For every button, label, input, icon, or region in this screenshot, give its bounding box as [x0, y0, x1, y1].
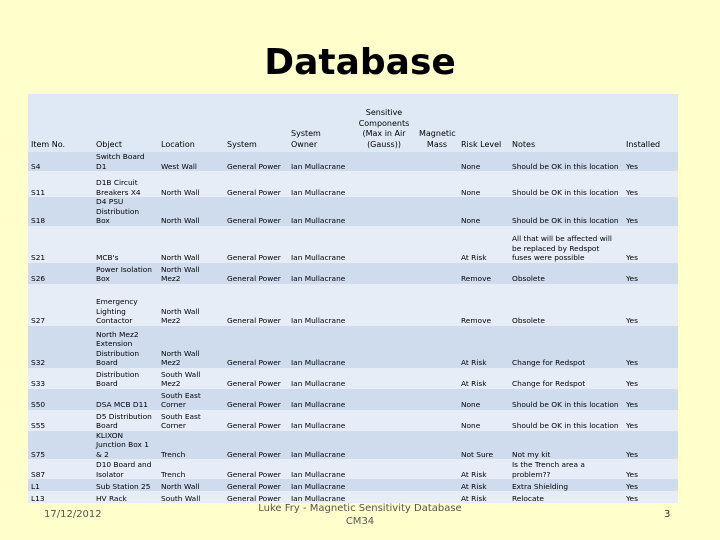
- cell-installed: Yes: [623, 171, 678, 197]
- cell-installed: Yes: [623, 368, 678, 389]
- table-row: [28, 171, 678, 197]
- cell-system: General Power: [224, 491, 288, 503]
- cell-magnetic-mass: [416, 326, 458, 368]
- cell-object: MCB's: [93, 226, 158, 263]
- cell-installed: Yes: [623, 326, 678, 368]
- cell-magnetic-mass: [416, 389, 458, 410]
- cell-object: North Mez2 Extension Distribution Board: [93, 326, 158, 368]
- cell-system: General Power: [224, 389, 288, 410]
- cell-system: General Power: [224, 197, 288, 226]
- cell-object: DSA MCB D11: [93, 389, 158, 410]
- cell-item-no: S33: [28, 368, 93, 389]
- cell-item-no: S27: [28, 284, 93, 326]
- table-row: [28, 410, 678, 431]
- cell-system-owner: Ian Mullacrane: [288, 152, 352, 171]
- cell-location: South East Corner: [158, 410, 224, 431]
- cell-system-owner: Ian Mullacrane: [288, 284, 352, 326]
- cell-system: General Power: [224, 326, 288, 368]
- cell-object: Switch Board D1: [93, 152, 158, 171]
- cell-system-owner: Ian Mullacrane: [288, 197, 352, 226]
- cell-risk-level: None: [458, 171, 509, 197]
- table-row: [28, 368, 678, 389]
- cell-risk-level: At Risk: [458, 368, 509, 389]
- cell-system: General Power: [224, 226, 288, 263]
- page-number: 3: [664, 509, 671, 520]
- cell-risk-level: Not Sure: [458, 431, 509, 460]
- cell-item-no: S21: [28, 226, 93, 263]
- cell-system: General Power: [224, 171, 288, 197]
- cell-risk-level: None: [458, 389, 509, 410]
- header-item-no: Item No.: [28, 94, 93, 152]
- cell-risk-level: None: [458, 197, 509, 226]
- cell-magnetic-mass: [416, 152, 458, 171]
- cell-system-owner: Ian Mullacrane: [288, 326, 352, 368]
- cell-system-owner: Ian Mullacrane: [288, 479, 352, 491]
- cell-item-no: S4: [28, 152, 93, 171]
- cell-system: General Power: [224, 410, 288, 431]
- cell-object: KLIXON Junction Box 1 & 2: [93, 431, 158, 460]
- cell-risk-level: At Risk: [458, 226, 509, 263]
- cell-location: Trench: [158, 431, 224, 460]
- cell-item-no: S50: [28, 389, 93, 410]
- cell-notes: Obsolete: [509, 284, 623, 326]
- cell-sensitive-components: [352, 197, 416, 226]
- footer-date: 17/12/2012: [44, 509, 102, 520]
- cell-sensitive-components: [352, 152, 416, 171]
- cell-location: North Wall: [158, 171, 224, 197]
- cell-location: South East Corner: [158, 389, 224, 410]
- table-row: [28, 263, 678, 284]
- cell-item-no: S18: [28, 197, 93, 226]
- header-installed: Installed: [623, 94, 678, 152]
- cell-magnetic-mass: [416, 284, 458, 326]
- cell-risk-level: None: [458, 410, 509, 431]
- cell-risk-level: Remove: [458, 263, 509, 284]
- cell-magnetic-mass: [416, 197, 458, 226]
- cell-system-owner: Ian Mullacrane: [288, 491, 352, 503]
- cell-risk-level: None: [458, 152, 509, 171]
- cell-sensitive-components: [352, 459, 416, 479]
- cell-sensitive-components: [352, 479, 416, 491]
- cell-location: North Wall: [158, 197, 224, 226]
- cell-item-no: S11: [28, 171, 93, 197]
- cell-installed: Yes: [623, 389, 678, 410]
- cell-magnetic-mass: [416, 171, 458, 197]
- table-row: [28, 226, 678, 263]
- cell-notes: Is the Trench area a problem??: [509, 459, 623, 479]
- cell-installed: Yes: [623, 459, 678, 479]
- cell-risk-level: At Risk: [458, 479, 509, 491]
- cell-object: Emergency Lighting Contactor: [93, 284, 158, 326]
- cell-notes: Change for Redspot: [509, 326, 623, 368]
- cell-sensitive-components: [352, 263, 416, 284]
- cell-system: General Power: [224, 431, 288, 460]
- table-header-row: [28, 94, 678, 152]
- cell-sensitive-components: [352, 326, 416, 368]
- cell-object: D4 PSU Distribution Box: [93, 197, 158, 226]
- cell-object: D10 Board and Isolator: [93, 459, 158, 479]
- table-row: [28, 284, 678, 326]
- cell-location: North Wall Mez2: [158, 263, 224, 284]
- cell-notes: Change for Redspot: [509, 368, 623, 389]
- cell-item-no: S87: [28, 459, 93, 479]
- cell-system: General Power: [224, 152, 288, 171]
- cell-item-no: S75: [28, 431, 93, 460]
- cell-notes: Relocate: [509, 491, 623, 503]
- page-title: Database: [264, 42, 456, 83]
- cell-installed: Yes: [623, 479, 678, 491]
- cell-location: North Wall Mez2: [158, 326, 224, 368]
- table-row: [28, 431, 678, 460]
- cell-installed: Yes: [623, 263, 678, 284]
- cell-system-owner: Ian Mullacrane: [288, 368, 352, 389]
- header-system-owner: System Owner: [288, 94, 352, 152]
- cell-magnetic-mass: [416, 459, 458, 479]
- cell-notes: Should be OK in this location: [509, 152, 623, 171]
- cell-notes: All that will be affected will be replaced by Redspot fuses were possible: [509, 226, 623, 263]
- table-row: [28, 197, 678, 226]
- cell-system: General Power: [224, 479, 288, 491]
- footer-caption-line2: CM34: [345, 516, 375, 527]
- cell-sensitive-components: [352, 284, 416, 326]
- cell-notes: Should be OK in this location: [509, 171, 623, 197]
- cell-system: General Power: [224, 459, 288, 479]
- cell-location: Trench: [158, 459, 224, 479]
- cell-installed: Yes: [623, 226, 678, 263]
- cell-installed: Yes: [623, 152, 678, 171]
- header-sensitive-components: Sensitive Components (Max in Air (Gauss)): [352, 94, 416, 152]
- cell-magnetic-mass: [416, 368, 458, 389]
- cell-installed: Yes: [623, 284, 678, 326]
- cell-system-owner: Ian Mullacrane: [288, 410, 352, 431]
- table-row: [28, 326, 678, 368]
- cell-system: General Power: [224, 284, 288, 326]
- cell-risk-level: At Risk: [458, 491, 509, 503]
- cell-item-no: L1: [28, 479, 93, 491]
- cell-system: General Power: [224, 263, 288, 284]
- cell-installed: Yes: [623, 431, 678, 460]
- cell-object: D5 Distribution Board: [93, 410, 158, 431]
- cell-magnetic-mass: [416, 431, 458, 460]
- cell-installed: Yes: [623, 197, 678, 226]
- cell-notes: Should be OK in this location: [509, 410, 623, 431]
- cell-system-owner: Ian Mullacrane: [288, 459, 352, 479]
- footer-caption: [240, 502, 480, 528]
- cell-system-owner: Ian Mullacrane: [288, 171, 352, 197]
- cell-system-owner: Ian Mullacrane: [288, 389, 352, 410]
- table-body: [28, 152, 678, 503]
- header-system: System: [224, 94, 288, 152]
- header-notes: Notes: [509, 94, 623, 152]
- cell-sensitive-components: [352, 410, 416, 431]
- cell-location: North Wall: [158, 226, 224, 263]
- cell-magnetic-mass: [416, 479, 458, 491]
- cell-location: North Wall Mez2: [158, 284, 224, 326]
- cell-location: West Wall: [158, 152, 224, 171]
- header-risk-level: Risk Level: [458, 94, 509, 152]
- database-table: [28, 94, 678, 503]
- cell-item-no: L13: [28, 491, 93, 503]
- cell-magnetic-mass: [416, 263, 458, 284]
- cell-system: General Power: [224, 368, 288, 389]
- cell-sensitive-components: [352, 171, 416, 197]
- cell-notes: Not my kit: [509, 431, 623, 460]
- cell-system-owner: Ian Mullacrane: [288, 226, 352, 263]
- cell-notes: Should be OK in this location: [509, 197, 623, 226]
- cell-sensitive-components: [352, 389, 416, 410]
- header-magnetic-mass: Magnetic Mass: [416, 94, 458, 152]
- cell-sensitive-components: [352, 431, 416, 460]
- cell-object: Power Isolation Box: [93, 263, 158, 284]
- database-table-container: [28, 94, 678, 503]
- cell-risk-level: Remove: [458, 284, 509, 326]
- cell-system-owner: Ian Mullacrane: [288, 263, 352, 284]
- cell-system-owner: Ian Mullacrane: [288, 431, 352, 460]
- cell-risk-level: At Risk: [458, 459, 509, 479]
- cell-sensitive-components: [352, 226, 416, 263]
- cell-notes: Obsolete: [509, 263, 623, 284]
- table-row: [28, 152, 678, 171]
- cell-object: D1B Circuit Breakers X4: [93, 171, 158, 197]
- cell-sensitive-components: [352, 368, 416, 389]
- table-row: [28, 479, 678, 491]
- cell-notes: Extra Shielding: [509, 479, 623, 491]
- cell-item-no: S26: [28, 263, 93, 284]
- cell-magnetic-mass: [416, 410, 458, 431]
- cell-location: North Wall: [158, 479, 224, 491]
- cell-object: Distribution Board: [93, 368, 158, 389]
- cell-location: South Wall Mez2: [158, 368, 224, 389]
- cell-magnetic-mass: [416, 226, 458, 263]
- cell-object: Sub Station 25: [93, 479, 158, 491]
- cell-installed: Yes: [623, 410, 678, 431]
- cell-installed: Yes: [623, 491, 678, 503]
- header-location: Location: [158, 94, 224, 152]
- cell-item-no: S55: [28, 410, 93, 431]
- footer-caption-line1: Luke Fry - Magnetic Sensitivity Database: [258, 503, 462, 514]
- cell-risk-level: At Risk: [458, 326, 509, 368]
- cell-location: South Wall: [158, 491, 224, 503]
- cell-notes: Should be OK in this location: [509, 389, 623, 410]
- table-row: [28, 389, 678, 410]
- cell-item-no: S32: [28, 326, 93, 368]
- cell-object: HV Rack: [93, 491, 158, 503]
- table-row: [28, 459, 678, 479]
- header-object: Object: [93, 94, 158, 152]
